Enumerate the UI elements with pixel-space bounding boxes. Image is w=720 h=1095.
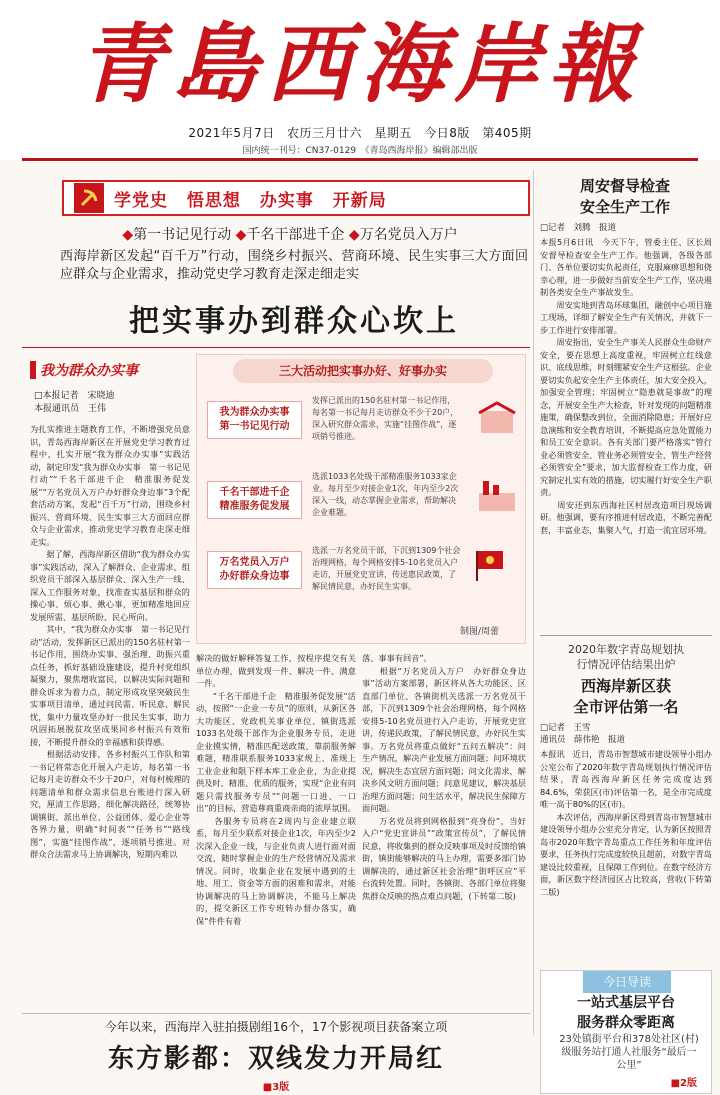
lead-strap: ◆第一书记见行动 ◆千名干部进千企 ◆万名党员入万户 [122,227,458,243]
strap-item: 千名干部进千企 [246,227,345,243]
column-label: 我为群众办实事 [30,360,160,380]
lead-text-col-1-cont [30,652,190,1007]
banner-slogan: 办实事 [259,190,314,211]
issue-info-line [0,124,720,141]
today-guide-desc: 23处镇街平台和378处社区(村)级服务站打通人社服务“最后一公里” [559,1034,699,1071]
column-label-icon [30,361,40,379]
kicker-line: 2020年数字青岛规划执 [568,643,684,656]
issue-number: 第405期 [482,126,532,140]
party-emblem-icon [74,183,104,213]
factory-icon [477,479,517,513]
infographic-item-desc: 发挥已派出的150名驻村第一书记作用，每名第一书记每月走访群众不少于20户，深入研究群众需求，实施“挂图作战”，逐项销号推进。 [312,396,459,441]
lead-deck: 西海岸新区发起“百千万”行动，围绕乡村振兴、营商环境、民生实事三大方面回应群众与企业需求，推动党史学习教育走深走细走实 [60,249,528,282]
bottom-kicker: 今年以来，西海岸入驻拍摄剧组16个，17个影视项目获备案立项 [104,1020,448,1034]
infographic-item-label: 千名干部进千企 精准服务促发展 [207,481,302,519]
infographic-item-desc: 选派1033名处级干部精准服务1033家企业。每月至少对接企业1次，年内至少2次深入一线，动态掌握企业需求，帮助解决企业难题。 [312,472,459,517]
issue-lunar: 农历三月廿六 [287,126,363,140]
lead-text-col-3: 落、事事有回音”。 根据“万名党员入万户 办好群众身边事”活动方案部署，新区将从各大功能区、区直部门单位、各镇街机关选派一万名党员干部，下沉到1309个社会治理网格，每个网格安排5-10名党员进行入户走访，开展党史宣讲，传递民政策，了解民情民意，办好民生实事。万名党员将重点做好“五问五解决”：问生产情况，解决产业发展方面问题；问环境状况，解决生态宜居方面问题；问文化需求，解决乡风文明方面问题；问意见建议，解决基层治理方面问题；问生活水平，解决民生保障方面问题。 万名党员将到网格报到“亮身份”，当好入户“党史宣讲员”“政策宣传员”，了解民情民意，将收集到的群众反映事项及时反馈给镇街，镇街能够解决的马上办理，需要多部门协调解决的，通过新区社会治理“街呼区应”平台流转处置。同时，各镇街、各部门单位将聚焦群众反映的热点难点问题，(下转第二版) [362,653,526,901]
infographic-credit: 制图/周蕾 [459,627,499,637]
right-story-1-byline: □记者 刘腾 报道 [540,223,617,233]
masthead-rule [22,158,698,161]
lead-headline[interactable]: 把实事办到群众心坎上 [129,304,459,339]
infographic-item-label: 万名党员入万户 办好群众身边事 [207,551,302,589]
banner-slogan: 开新局 [332,190,387,211]
issue-date: 2021年5月7日 [188,126,275,140]
lead-byline [34,390,115,416]
strap-item: 万名党员入万户 [359,227,458,243]
house-icon [477,401,517,435]
masthead [0,0,720,160]
today-guide-page-ref[interactable]: ■2版 [670,1078,697,1089]
infographic-item-desc: 选派一万名党员干部，下沉到1309个社会治理网格，每个网格安排5-10名党员入户走访，开展党史宣讲，传送惠民政策，了解民情民意，办好民生实事。 [312,546,461,591]
newspaper-logo [78,6,642,116]
right-story-2-kicker [540,642,712,672]
infographic-title: 三大活动把实事办好、好事办实 [233,359,493,383]
banner-slogan: 悟思想 [186,190,241,211]
byline-line: □记者 王雪 [540,723,591,733]
headline-line: 周安督导检查 [579,177,670,195]
bottom-page-ref[interactable]: ■3版 [262,1082,290,1093]
right-story-2-headline[interactable] [540,676,712,718]
right-story-1-text: 本报5月6日讯 今天下午，管委主任、区长周安督导检查安全生产工作。他强调，各级各部门、各单位要切实负起责任，克服麻痹思想和侥幸心理，进一步做好当前安全生产工作，坚决遏制各类安全生产事故发生。 周安实地到青岛环球集团，融创中心项目施工现场，详细了解安全生产有关情况，并就下一步工作进行安排部署。 周安指出，安全生产事关人民群众生命财产安全，要在思想上高度重视，牢固树立红线意识、底线思维，时刻绷紧安全生产这根弦。企业要切实负起安全生产主体责任，加大安全投入，加强安全管理；牢固树立“隐患就是事故”的理念，开展安全生产大检查，针对发现的问题精准施策，确保整改到位，全面消除隐患；开展好应急演练和安全教育培训，不断提高应急处置能力和员工安全意识。各有关部门要严格落实“管行业必须管安全、管业务必须管安全、管生产经营必须管安全”要求，加大监督检查工作力度，研究制定扎实有效的措施，切实履行好安全生产职责。 周安还到东西海社区村居改造项目现场调研。他强调，要有序推进村居改造，不断完善配套，丰富业态，集聚人气，打造一流宜居环境。 [540,237,712,535]
headline-line: 一站式基层平台 [577,995,675,1011]
lead-rule [22,347,530,348]
headline-line: 全市评估第一名 [573,698,679,716]
party-flag-icon [475,547,515,581]
right-story-1-headline[interactable] [540,176,710,218]
byline-reporter: □本报记者 宋晓迪 [34,391,115,401]
issue-weekday: 星期五 [374,126,412,140]
headline-line: 安全生产工作 [579,198,670,216]
theme-banner [62,180,530,216]
publication-info: 国内统一刊号：CN37-0129 《青岛西海岸报》编辑部出版 [242,146,478,156]
byline-correspondent: 本报通讯员 王伟 [34,404,107,414]
strap-item: 第一书记见行动 [133,227,232,243]
bottom-rule [22,1013,530,1014]
infographic-item-label: 我为群众办实事 第一书记见行动 [207,401,302,439]
bottom-headline[interactable]: 东方影都：双线发力开局红 [107,1044,444,1074]
headline-line: 西海岸新区获 [580,677,671,695]
issue-pages: 今日8版 [424,126,470,140]
right-story-2-byline [540,722,625,746]
today-guide-tag: 今日导读 [583,971,671,993]
right-story-2-text: 本报讯 近日，青岛市智慧城市建设领导小组办公室公布了2020年数字青岛规划执行情况评估结果，青岛西海岸新区任务完成度达到84.6%，荣获区(市)评估第一名，是全市完成度唯一高于80%的区(市)。 本次评估，西海岸新区得到青岛市智慧城市建设领导小组办公室充分肯定，认为新区按照青岛市2020年数字青岛重点工作任务和年度评估要求，任务执行完成度较快且超前，对数字青岛建设比较重视，且保障工作到位。在数字经济方面，新区数字经济园区占比较高，营收(下转第二版) [540,749,712,897]
byline-line: 通讯员 薛伟艳 报道 [540,735,626,745]
kicker-line: 行情况评估结果出炉 [576,658,676,671]
infographic [196,354,526,644]
banner-slogans [114,186,399,211]
today-guide-headline [541,993,711,1033]
today-guide-box[interactable] [540,970,712,1094]
lead-text-col-2: 解决的做好解释答复工作，按程序提交有关单位办理，做到发现一件、解决一件、满意一件。 “千名干部进千企 精准服务促发展”活动，按照“一企业一专员”的原则，从新区各大功能区、党政机关事业单位、镇街选派1033名处级干部作为企业服务专员，走进企业摸实情，精准匹配送政策，靠前服务解难题，精准联系服务1033家规上、准规上工业企业和限下样本库工业企业，为企业提供及时、精准、优质的服务，实现“企业有问题只需找服务专员”“问题一口进、一口出”的目标，营造尊商重商亲商的浓厚氛围。 各服务专员将在2周内与企业建立联系，每月至少联系对接企业1次，年内至少2次深入企业一线，与企业负责人进行面对面交流，随时掌握企业的生产经营情况及需求情况。同时，收集企业在发展中遇到的土地、用工、资金等方面的困难和需求，对能协调解决的马上协调解决，不能马上解决的，提交新区工作专班转办督办落实，确保“件件有着 [196,653,356,926]
column-divider [533,170,534,1035]
banner-slogan: 学党史 [114,190,168,211]
svg-text:青島西海岸報: 青島西海岸報 [78,14,642,115]
headline-line: 服务群众零距离 [577,1015,675,1031]
right-story-rule [540,635,712,636]
lead-text-col-1: 为扎实推进主题教育工作，不断增强党员意识，青岛西海岸新区在开展党史学习教育过程中，扎实开展“我为群众办实事”实践活动，制定印发“我为群众办实事 第一书记见行动”“千名干部进千企 精准服务促发展”“万名党员入万户办好群众身边事”3个配套活动方案，发起“百千万”行动，围绕乡村振兴、营商环境、民生实事三大方面回应群众与企业需求，推动党史学习教育走深走细走实。 据了解，西海岸新区借助“我为群众办实事”实践活动，深入了解群众、企业需求，组织党员干部深入基层群众、深入生产一线、深入工作服务对象，找准查实基层和群众的操心事、烦心事、揪心事，更加精准地回应发展所需、基层所盼、民心所向。 其中，“我为群众办实事 第一书记见行动”活动，发挥新区已派出的150名驻村第一书记作用，围绕办实事、强治理、助振兴重点任务，抓好基础设施建设，提升村党组织凝聚力，聚焦增收富民，以解决实际问题和群众诉求为着力点，制定形成攻坚突破民生实事项目清单，通过问民需、听民意、解民忧，集中力量攻坚办好一批民生实事，助力巩固拓展脱贫攻坚成果同乡村振兴有效衔接，不断提升群众的幸福感和获得感。 根据活动安排，各乡村振兴工作队和第一书记将常态化开展入户走访，每名第一书记每月走访群众不少于20户，对每村梳理的问题清单和群众需求信息台账进行深入研究，厘清工作思路，细化解决路径，统筹协调镇街、派出单位、公益团体、爱心企业等各界力量，明确“时间表”“任务书”“路线图”，实施“挂图作战”，逐项销号推进。对群众合法需求马上协调解决，短期内难以 [30,424,190,859]
